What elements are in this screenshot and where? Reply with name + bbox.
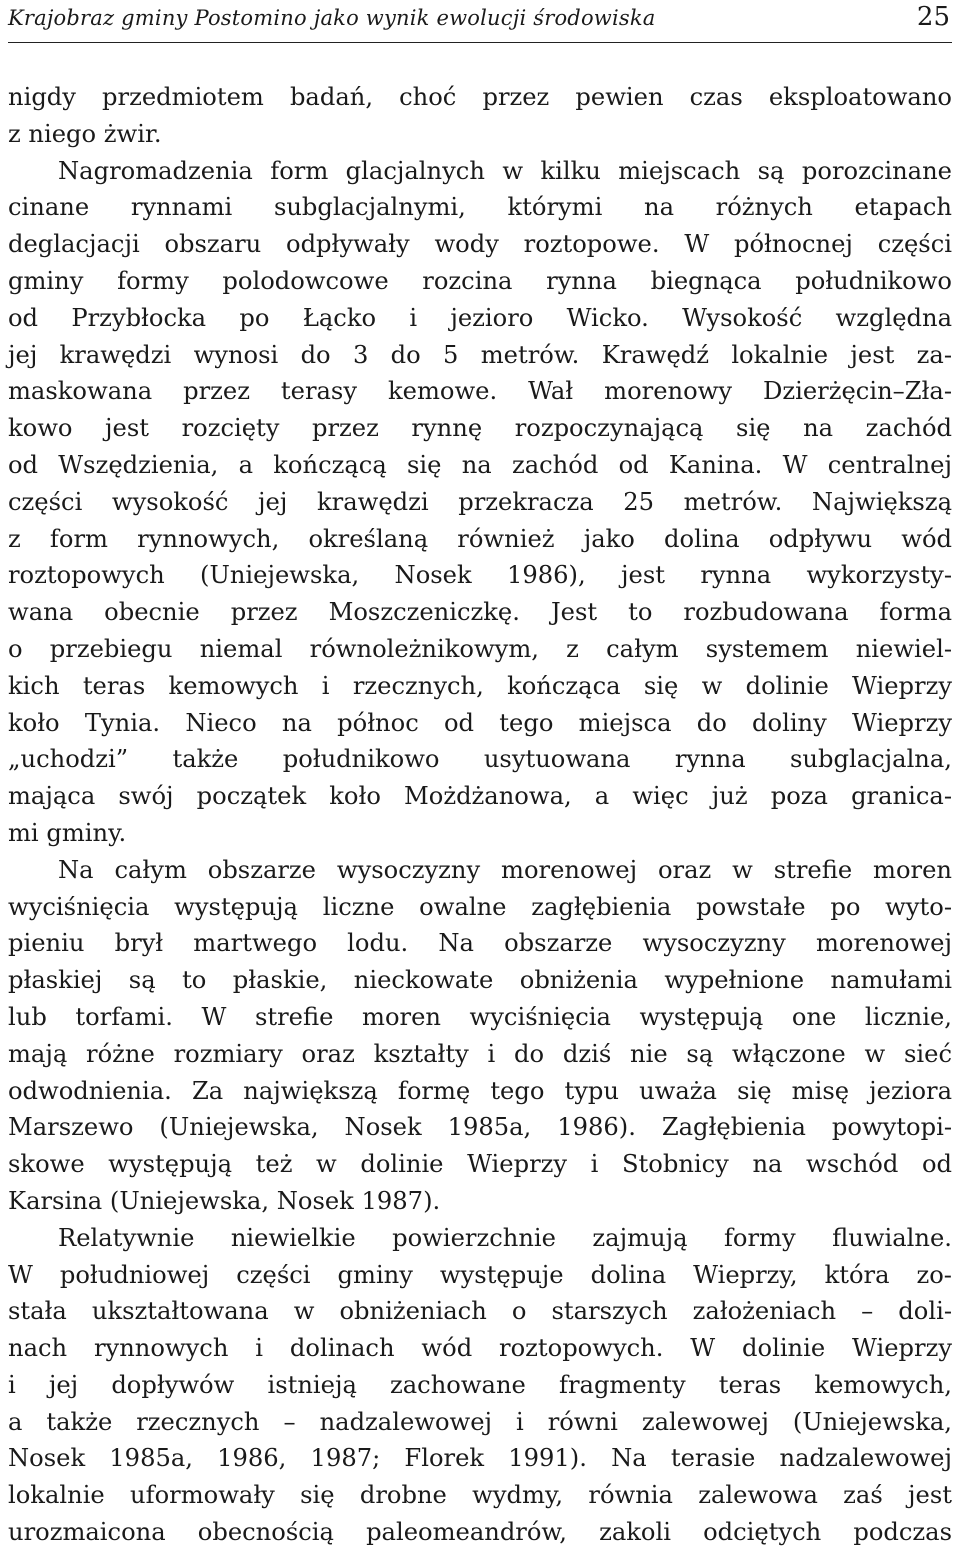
text-line: stała ukształtowana w obniżeniach o starszych założeniach – doli-	[8, 1297, 952, 1326]
text-line: mają różne rozmiary oraz kształty i do dziś nie są włączone w sieć	[8, 1039, 952, 1068]
text-line: mająca swój początek koło Możdżanowa, a więc już poza granica-	[8, 782, 952, 811]
text-line: a także rzecznych – nadzalewowej i równi zalewowej (Uniejewska,	[8, 1407, 952, 1436]
text-line: Marszewo (Uniejewska, Nosek 1985a, 1986). Zagłębienia powytopi-	[8, 1113, 952, 1142]
text-line: roztopowych (Uniejewska, Nosek 1986), jest rynna wykorzysty-	[8, 561, 952, 590]
text-line: urozmaicona obecnością paleomeandrów, zakoli odciętych podczas	[8, 1518, 952, 1547]
text-line: mi gminy.	[8, 818, 127, 847]
text-line: od Wszędzienia, a kończącą się na zachód od Kanina. W centralnej	[8, 450, 952, 479]
text-line: kowo jest rozcięty przez rynnę rozpoczynającą się na zachód	[8, 414, 952, 443]
text-line: gminy formy polodowcowe rozcina rynna biegnąca południkowo	[8, 266, 952, 295]
text-line: skowe występują też w dolinie Wieprzy i Stobnicy na wschód od	[8, 1150, 952, 1179]
text-line: jej krawędzi wynosi do 3 do 5 metrów. Krawędź lokalnie jest za-	[8, 340, 952, 369]
body-text	[8, 79, 952, 1551]
text-line: wana obecnie przez Moszczeniczkę. Jest to rozbudowana forma	[8, 598, 952, 627]
page-number: 25	[916, 2, 950, 32]
running-header	[8, 0, 952, 43]
text-line: z niego żwir.	[8, 119, 162, 148]
text-line: lub torfami. W strefie moren wyciśnięcia występują one licznie,	[8, 1002, 952, 1031]
text-line: od Przybłocka po Łącko i jezioro Wicko. Wysokość względna	[8, 303, 952, 332]
text-line: maskowana przez terasy kemowe. Wał morenowy Dzierżęcin–Zła-	[8, 377, 952, 406]
text-line: Karsina (Uniejewska, Nosek 1987).	[8, 1186, 441, 1215]
text-line: cinane rynnami subglacjalnymi, którymi na różnych etapach	[8, 193, 952, 222]
text-line: i jej dopływów istnieją zachowane fragmenty teras kemowych,	[8, 1370, 952, 1399]
text-line: nach rynnowych i dolinach wód roztopowych. W dolinie Wieprzy	[8, 1334, 952, 1363]
text-line: o przebiegu niemal równoleżnikowym, z całym systemem niewiel-	[8, 634, 952, 663]
book-page	[8, 0, 952, 1551]
text-line: Nagromadzenia form glacjalnych w kilku miejscach są porozcinane	[58, 156, 952, 185]
text-line: wyciśnięcia występują liczne owalne zagłębienia powstałe po wyto-	[8, 892, 952, 921]
text-line: Na całym obszarze wysoczyzny morenowej oraz w strefie moren	[58, 855, 952, 884]
text-line: W południowej części gminy występuje dolina Wieprzy, która zo-	[8, 1260, 952, 1289]
text-line: deglacjacji obszaru odpływały wody roztopowe. W północnej części	[8, 230, 952, 259]
text-line: pieniu brył martwego lodu. Na obszarze wysoczyzny morenowej	[8, 929, 952, 958]
text-line: odwodnienia. Za największą formę tego typu uważa się misę jeziora	[8, 1076, 952, 1105]
text-line: koło Tynia. Nieco na północ od tego miejsca do doliny Wieprzy	[8, 708, 952, 737]
text-line: płaskiej są to płaskie, nieckowate obniżenia wypełnione namułami	[8, 966, 952, 995]
text-line: nigdy przedmiotem badań, choć przez pewien czas eksploatowano	[8, 83, 952, 111]
paragraph	[8, 153, 952, 852]
text-line: lokalnie uformowały się drobne wydmy, równia zalewowa zaś jest	[8, 1481, 952, 1510]
text-line: Relatywnie niewielkie powierzchnie zajmują formy fluwialne.	[58, 1223, 952, 1252]
paragraph	[8, 79, 952, 153]
paragraph	[8, 1220, 952, 1551]
text-line: Nosek 1985a, 1986, 1987; Florek 1991). Na terasie nadzalewowej	[8, 1444, 952, 1473]
running-title: Krajobraz gminy Postomino jako wynik ewolucji środowiska	[8, 6, 656, 30]
paragraph	[8, 852, 952, 1220]
text-line: „uchodzi” także południkowo usytuowana rynna subglacjalna,	[8, 745, 952, 774]
text-line: części wysokość jej krawędzi przekracza 25 metrów. Największą	[8, 487, 952, 516]
text-line: kich teras kemowych i rzecznych, kończąca się w dolinie Wieprzy	[8, 671, 952, 700]
text-line: z form rynnowych, określaną również jako dolina odpływu wód	[8, 524, 952, 553]
